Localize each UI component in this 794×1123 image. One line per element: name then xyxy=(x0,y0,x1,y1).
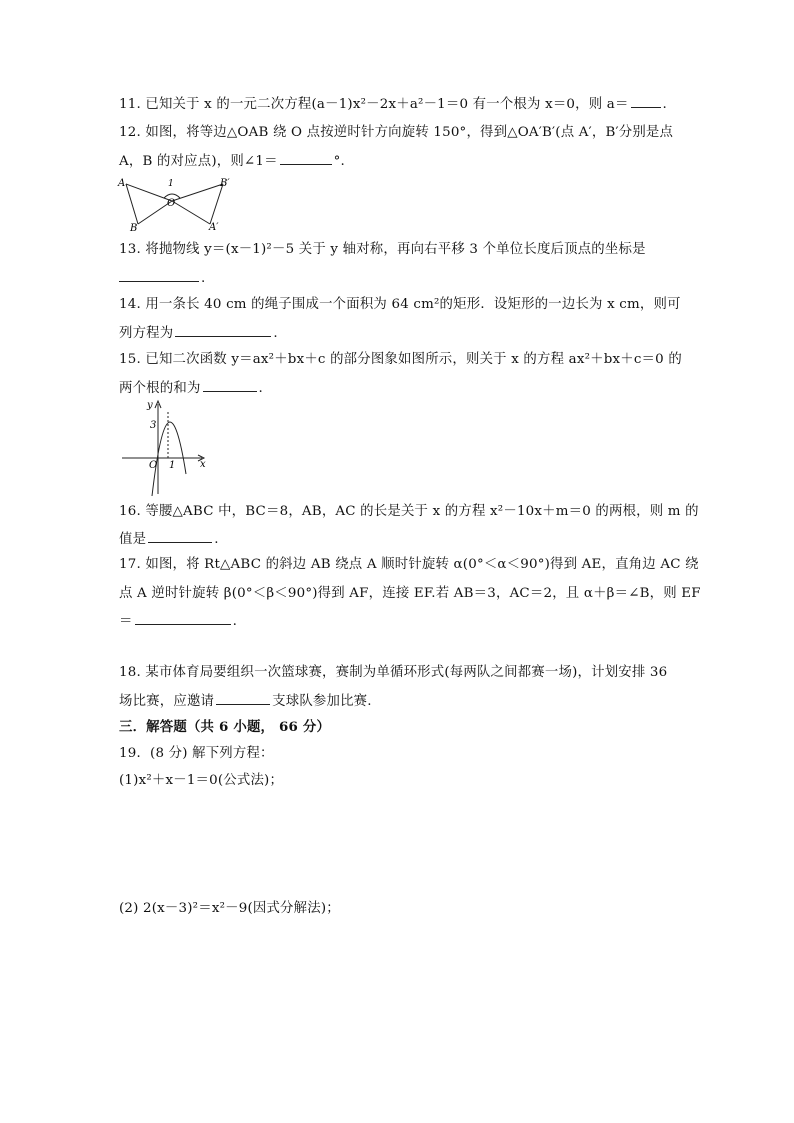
question-14-text: 列方程为 xyxy=(119,326,174,341)
question-11-tail: . xyxy=(662,97,668,112)
answer-blank-14[interactable] xyxy=(175,324,271,337)
label-angle-1: 1 xyxy=(168,179,174,189)
question-14-tail: . xyxy=(273,326,278,341)
question-17-text: ＝ xyxy=(119,614,133,629)
question-16-line-1: 16. 等腰△ABC 中，BC＝8，AB，AC 的长是关于 x 的方程 x²－10x＋m＝0 的两根，则 m 的 xyxy=(119,504,699,519)
question-17-line-1: 17. 如图，将 Rt△ABC 的斜边 AB 绕点 A 顺时针旋转 α(0°＜α＜90°)得到 AE，直角边 AC 绕 xyxy=(119,557,699,572)
question-13-line-1: 13. 将抛物线 y＝(x－1)²－5 关于 y 轴对称，再向右平移 3 个单位长度后顶点的坐标是 xyxy=(119,242,646,257)
question-15-text: 两个根的和为 xyxy=(119,381,201,396)
y-axis-label: y xyxy=(147,400,153,411)
question-16-text: 值是 xyxy=(119,532,147,547)
parabola-figure xyxy=(120,398,215,498)
question-17-line-3 xyxy=(119,612,237,631)
question-18-line-2 xyxy=(119,692,372,711)
question-12-line-1: 12. 如图，将等边△OAB 绕 O 点按逆时针方向旋转 150°，得到△OA′B′(点 A′，B′分别是点 xyxy=(119,125,674,140)
question-16-tail: . xyxy=(214,532,219,547)
question-18-tail: 支球队参加比赛. xyxy=(272,694,372,709)
x-axis-label: x xyxy=(200,459,206,470)
question-13-tail: . xyxy=(201,271,206,286)
question-14-line-1: 14. 用一条长 40 cm 的绳子围成一个面积为 64 cm²的矩形．设矩形的一边长为 x cm，则可 xyxy=(119,297,681,312)
answer-blank-11[interactable] xyxy=(631,95,661,108)
question-18-text: 场比赛，应邀请 xyxy=(119,694,215,709)
answer-space-19-2[interactable] xyxy=(119,925,679,1075)
question-18-line-1: 18. 某市体育局要组织一次篮球赛，赛制为单循环形式(每两队之间都赛一场)，计划安排 36 xyxy=(119,665,668,680)
question-11-text: 11. 已知关于 x 的一元二次方程(a－1)x²－2x＋a²－1＝0 有一个根为 x＝0，则 a＝ xyxy=(119,97,629,112)
question-16-line-2 xyxy=(119,530,219,549)
label-B: B xyxy=(130,223,138,234)
answer-space-19-1[interactable] xyxy=(119,795,679,895)
answer-blank-18[interactable] xyxy=(216,692,270,705)
question-12-tail: °. xyxy=(333,154,346,169)
label-A-prime: A′ xyxy=(209,222,219,233)
label-B-prime: B′ xyxy=(220,178,230,189)
rotation-figure xyxy=(118,174,238,234)
answer-blank-12[interactable] xyxy=(280,152,332,165)
question-19-part-1: (1)x²＋x－1＝0(公式法)； xyxy=(119,773,284,788)
label-O: O xyxy=(167,198,176,209)
question-15-line-2 xyxy=(119,379,263,398)
question-12-text: A，B 的对应点)，则∠1＝ xyxy=(119,154,278,169)
question-15-tail: . xyxy=(258,381,264,396)
question-12-line-2 xyxy=(119,152,345,171)
question-19-heading: 19．(8 分) 解下列方程： xyxy=(119,746,274,761)
question-11 xyxy=(119,95,667,114)
answer-blank-15[interactable] xyxy=(203,379,257,392)
origin-label: O xyxy=(149,460,158,471)
answer-blank-13[interactable] xyxy=(119,269,199,282)
question-13-line-2 xyxy=(119,269,205,288)
question-17-line-2: 点 A 逆时针旋转 β(0°＜β＜90°)得到 AF，连接 EF.若 AB＝3，AC＝2，且 α＋β＝∠B，则 EF xyxy=(119,586,701,601)
question-14-line-2 xyxy=(119,324,278,343)
question-15-line-1: 15. 已知二次函数 y＝ax²＋bx＋c 的部分图象如图所示，则关于 x 的方程 ax²＋bx＋c＝0 的 xyxy=(119,352,682,367)
axis-of-symmetry-label: 1 xyxy=(169,460,176,471)
label-A: A xyxy=(118,178,126,189)
answer-blank-17[interactable] xyxy=(135,612,231,625)
section-3-heading: 三．解答题（共 6 小题， 66 分） xyxy=(119,719,331,735)
y-intercept-label: 3 xyxy=(150,420,157,431)
answer-blank-16[interactable] xyxy=(148,530,212,543)
question-17-tail: . xyxy=(232,614,238,629)
question-19-part-2: (2) 2(x－3)²＝x²－9(因式分解法)； xyxy=(119,901,340,916)
